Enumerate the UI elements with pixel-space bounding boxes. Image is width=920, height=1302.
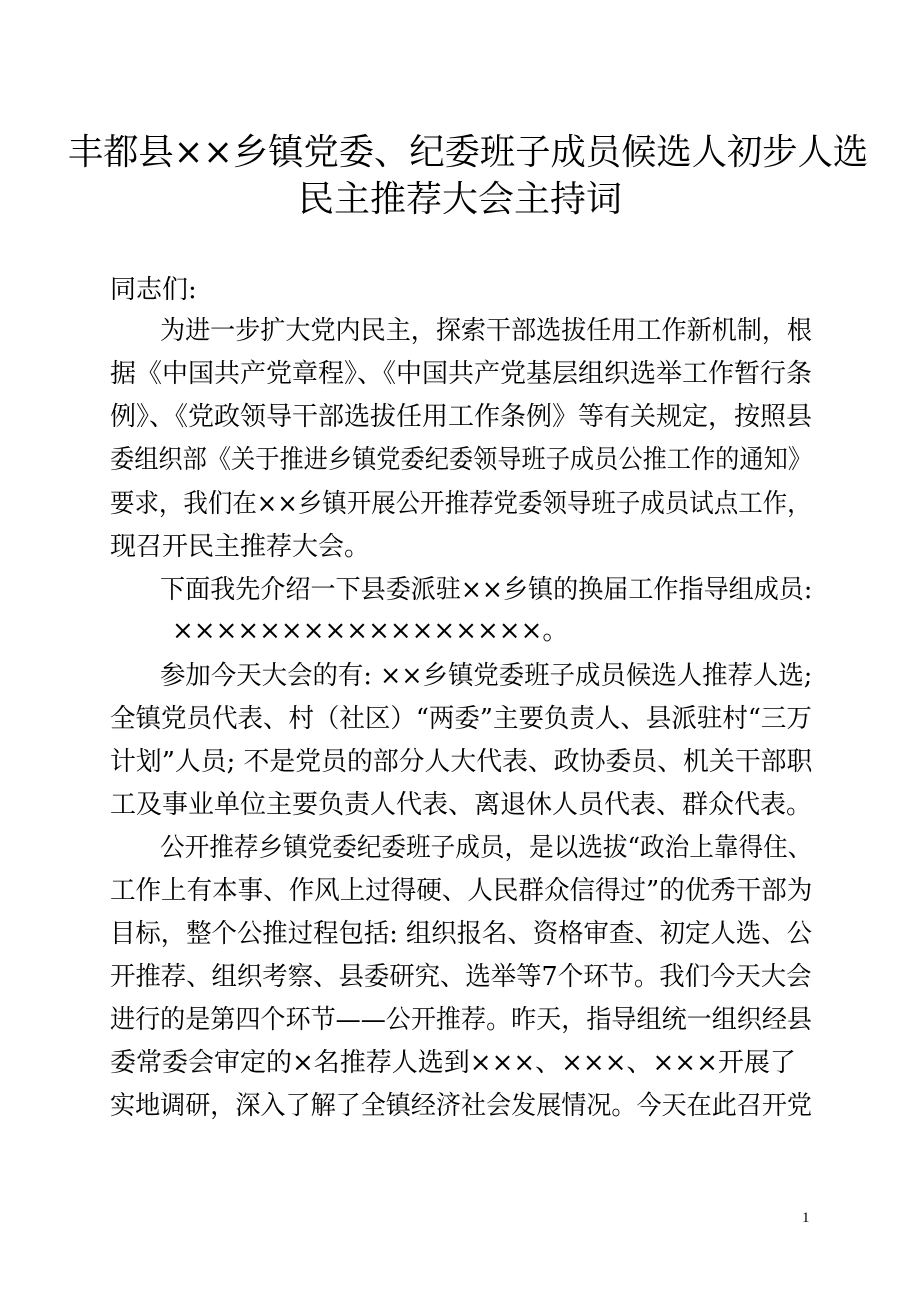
paragraph-4-line-6: 委常委会审定的×名推荐人选到×××、×××、×××开展了	[110, 1048, 796, 1078]
paragraph-3-line-2: 全镇党员代表、村（社区）“两委”主要负责人、县派驻村“三万	[110, 704, 812, 734]
paragraph-4-line-5: 进行的是第四个环节——公开推荐。昨天，指导组统一组织经县	[110, 1005, 813, 1035]
paragraph-3-line-4: 工及事业单位主要负责人代表、离退休人员代表、群众代表。	[110, 790, 813, 820]
page-number: 1	[802, 1210, 810, 1226]
paragraph-2-line-2: ×××××××××××××××××。	[172, 616, 569, 646]
paragraph-4-line-2: 工作上有本事、作风上过得硬、人民群众信得过”的优秀干部为	[110, 876, 813, 906]
salutation: 同志们:	[110, 275, 197, 305]
paragraph-1-line-1: 为进一步扩大党内民主，探索干部选拔任用工作新机制，根	[160, 316, 813, 346]
document-title-line-2: 民主推荐大会主持词	[297, 179, 622, 220]
paragraph-4-line-4: 开推荐、组织考察、县委研究、选举等7个环节。我们今天大会	[110, 962, 812, 992]
paragraph-4-line-1: 公开推荐乡镇党委纪委班子成员，是以选拔“政治上靠得住、	[160, 833, 813, 863]
paragraph-4-line-7: 实地调研，深入了解了全镇经济社会发展情况。今天在此召开党	[110, 1091, 813, 1121]
paragraph-1-line-4: 委组织部《关于推进乡镇党委纪委领导班子成员公推工作的通知》	[110, 445, 813, 475]
paragraph-2-line-1: 下面我先介绍一下县委派驻××乡镇的换届工作指导组成员:	[160, 575, 813, 605]
paragraph-1-line-3: 例》、《党政领导干部选拔任用工作条例》等有关规定，按照县	[110, 402, 813, 432]
paragraph-3-line-3: 计划”人员; 不是党员的部分人大代表、政协委员、机关干部职	[110, 747, 813, 777]
paragraph-3-line-1: 参加今天大会的有: ××乡镇党委班子成员候选人推荐人选;	[160, 661, 813, 691]
paragraph-4-line-3: 目标，整个公推过程包括: 组织报名、资格审查、初定人选、公	[110, 919, 813, 949]
paragraph-1-line-6: 现召开民主推荐大会。	[110, 532, 371, 562]
document-title-line-1: 丰都县××乡镇党委、纪委班子成员候选人初步人选	[67, 132, 869, 173]
paragraph-1-line-2: 据《中国共产党章程》、《中国共产党基层组织选举工作暂行条	[110, 359, 813, 389]
paragraph-1-line-5: 要求，我们在××乡镇开展公开推荐党委领导班子成员试点工作，	[110, 489, 812, 519]
